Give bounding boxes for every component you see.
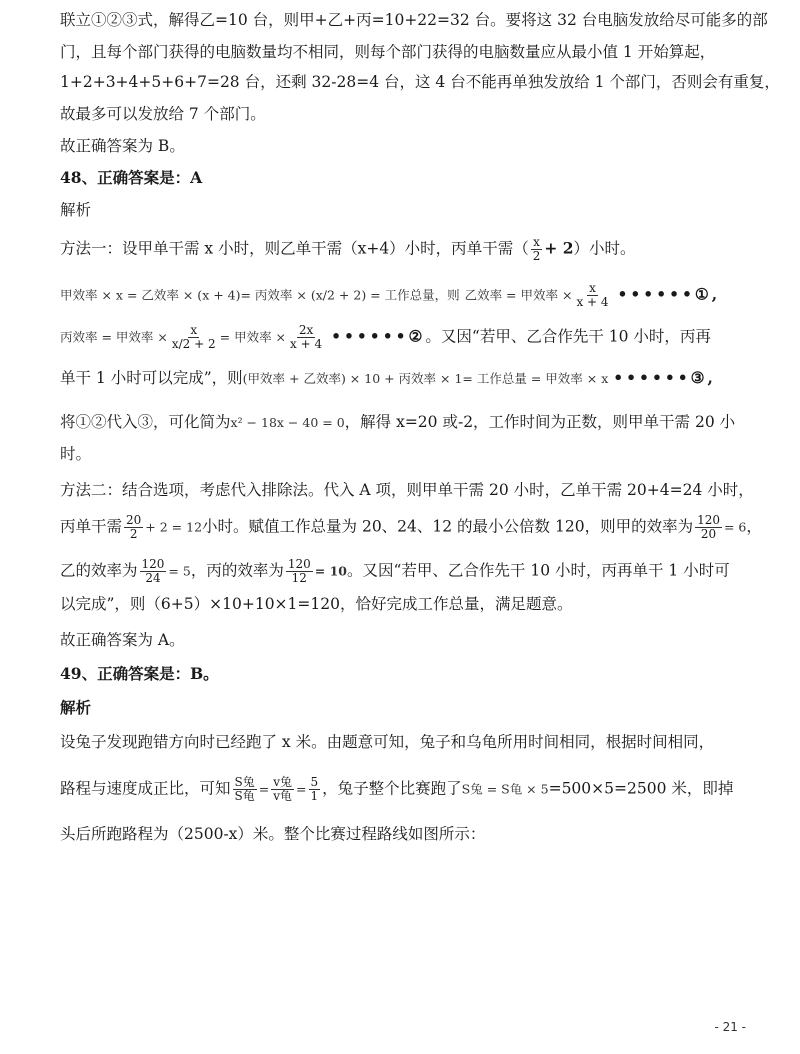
- text: 小时。赋值工作总量为 20、24、12 的最小公倍数 120，则甲的效率为: [202, 517, 694, 536]
- method1-line4: [60, 366, 716, 391]
- text: ，兔子整个比赛跑了: [322, 779, 462, 798]
- formula: = 5: [168, 563, 191, 579]
- text-line: 1+2+3+4+5+6+7=28 台，还剩 32-28=4 台，这 4 台不能再单独发放给 1 个部门，否则会有重复，: [60, 73, 780, 91]
- denominator: 2: [532, 249, 541, 263]
- denominator: x + 4: [576, 295, 609, 309]
- answer-line: 故正确答案为 B。: [60, 137, 185, 155]
- formula: x² − 18x − 40 = 0: [230, 415, 345, 430]
- dots-marker: ••••••①,: [617, 284, 721, 304]
- formula: = 10: [314, 563, 347, 579]
- numerator: 120: [287, 557, 311, 571]
- fraction: [271, 776, 294, 803]
- numerator: 5: [310, 775, 319, 789]
- method1-eq1: [60, 282, 720, 309]
- denominator: x + 4: [290, 337, 323, 351]
- page-number: - 21 -: [714, 1020, 746, 1034]
- analysis-label: 解析: [60, 201, 92, 219]
- text: 。又因“若甲、乙合作先干 10 小时，丙再单干 1 小时可: [346, 561, 730, 580]
- fraction: [124, 514, 143, 541]
- method1-line1: [60, 236, 636, 263]
- fraction: [531, 236, 543, 263]
- denominator: 2: [129, 527, 138, 541]
- text: 方法一：设甲单干需 x 小时，则乙单干需（x+4）小时，丙单干需（: [60, 239, 529, 258]
- text: 将①②代入③，可化简为: [60, 413, 231, 431]
- text: + 2: [544, 238, 574, 258]
- q48-heading: 48、正确答案是：A: [60, 168, 203, 187]
- fraction: [286, 558, 313, 585]
- text-line: 故最多可以发放给 7 个部门。: [60, 105, 266, 123]
- text: 丙单干需: [60, 517, 123, 536]
- answer-line: 故正确答案为 A。: [60, 631, 185, 649]
- numerator: 120: [141, 557, 165, 571]
- denominator: S龟: [234, 789, 255, 803]
- text: ，: [746, 517, 762, 536]
- analysis-label: 解析: [60, 698, 92, 717]
- denominator: 24: [145, 571, 161, 585]
- fraction: [140, 558, 167, 585]
- numerator: x: [589, 281, 596, 295]
- method1-line6: 时。: [60, 445, 92, 463]
- denominator: 1: [310, 789, 319, 803]
- text: 单干 1 小时可以完成”，则: [60, 369, 243, 387]
- formula: S兔 = S龟 × 5: [461, 781, 549, 797]
- formula: = 6: [723, 519, 747, 535]
- q49-line2: 路程与速度成正比，可知 $\frac{\text{S兔}}{\text{S龟}}$ = $\frac{\text{v兔}}{\text{v龟}}$ = $\frac{5}{1}$ ，兔子整个比赛跑了S兔 = S龟 × 5=500×5=2500 米，即掉: [60, 775, 734, 803]
- formula: (甲效率 + 乙效率) × 10 + 丙效率 × 1= 工作总量 = 甲效率 × x: [242, 371, 609, 386]
- method2-line1: 方法二：结合选项，考虑代入排除法。代入 A 项，则甲单干需 20 小时，乙单干需 20+4=24 小时，: [60, 481, 754, 499]
- dots-marker: ••••••③,: [613, 368, 716, 387]
- text-line: 联立①②③式，解得乙=10 台，则甲+乙+丙=10+22=32 台。要将这 32 台电脑发放给尽可能多的部: [60, 11, 768, 29]
- numerator: v兔: [273, 775, 293, 789]
- text: =500×5=2500 米，即掉: [548, 779, 734, 798]
- text: 路程与速度成正比，可知: [60, 779, 231, 798]
- fraction: [574, 282, 610, 309]
- numerator: S兔: [234, 775, 255, 789]
- numerator: x: [533, 235, 540, 249]
- dots-marker: ••••••②: [331, 326, 426, 346]
- method2-line4: 以完成”，则（6+5）×10+10×1=120，恰好完成工作总量，满足题意。: [60, 595, 573, 613]
- denominator: v龟: [273, 789, 293, 803]
- formula: = 甲效率 ×: [219, 329, 287, 345]
- text: ，丙的效率为: [190, 561, 284, 580]
- numerator: 2x: [298, 323, 314, 337]
- text: 。又因“若甲、乙合作先干 10 小时，丙再: [425, 327, 711, 346]
- denominator: 12: [291, 571, 307, 585]
- denominator: 20: [700, 527, 717, 541]
- denominator: x/2 + 2: [171, 337, 216, 351]
- method1-line5: [60, 410, 735, 435]
- text: ，解得 x=20 或-2，工作时间为正数，则甲单干需 20 小: [344, 413, 736, 431]
- fraction: [170, 324, 218, 351]
- method2-line2: [60, 514, 762, 541]
- numerator: 20: [126, 513, 142, 527]
- fraction: [695, 514, 722, 541]
- formula: 甲效率 × x = 乙效率 × (x + 4)= 丙效率 × (x/2 + 2) = 工作总量，则: [60, 287, 460, 303]
- numerator: x: [190, 323, 198, 337]
- q49-line1: 设兔子发现跑错方向时已经跑了 x 米。由题意可知，兔子和乌龟所用时间相同，根据时间相同，: [60, 733, 715, 751]
- formula: + 2 = 12: [145, 519, 203, 535]
- method1-eq2: [60, 324, 711, 351]
- fraction: [309, 776, 321, 803]
- fraction: [288, 324, 324, 351]
- fraction: [233, 776, 257, 803]
- formula: 乙效率 = 甲效率 ×: [464, 287, 573, 303]
- numerator: 120: [697, 513, 720, 527]
- q49-line3: 头后所跑路程为（2500-x）米。整个比赛过程路线如图所示：: [60, 825, 486, 843]
- q49-heading: 49、正确答案是：B。: [60, 664, 219, 683]
- text-line: 门，且每个部门获得的电脑数量均不相同，则每个部门获得的电脑数量应从最小值 1 开始算起，: [60, 43, 716, 61]
- method2-line3: [60, 558, 730, 585]
- text: ）小时。: [573, 239, 636, 258]
- formula: 丙效率 = 甲效率 ×: [60, 329, 168, 345]
- text: 乙的效率为: [60, 561, 138, 580]
